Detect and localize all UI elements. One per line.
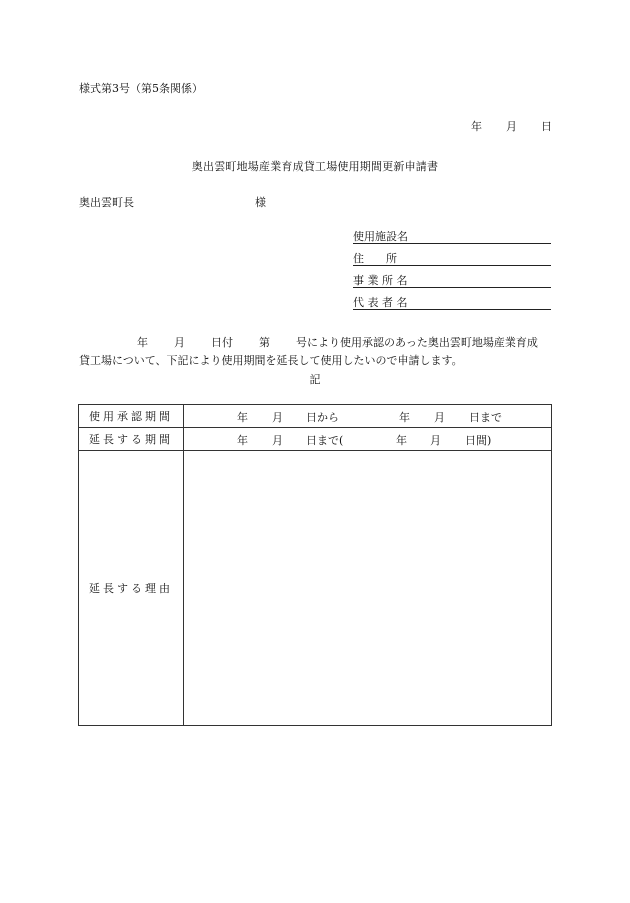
date-day-label: 日: [541, 120, 552, 133]
date-year-label: 年: [471, 120, 482, 133]
date-month-label: 月: [506, 120, 517, 133]
addressee-name: 奥出雲町長: [79, 196, 134, 209]
field-representative[interactable]: [353, 295, 551, 310]
extension-duration-month: 月: [430, 434, 441, 447]
body-dai: 第: [259, 336, 270, 349]
body-year: 年: [137, 336, 148, 349]
approved-period-label: 使用承認期間: [79, 405, 184, 428]
form-number: 様式第3号（第5条関係）: [79, 82, 203, 95]
reason-value[interactable]: [184, 451, 552, 726]
extension-duration-year: 年: [396, 434, 407, 447]
ki-heading: 記: [309, 373, 321, 386]
approved-to-month: 月: [434, 411, 445, 424]
body-line-1: [79, 334, 538, 350]
addressee-honorific: 様: [255, 196, 266, 209]
document-title: 奥出雲町地場産業育成貸工場使用期間更新申請書: [191, 160, 439, 173]
body-month: 月: [174, 336, 185, 349]
extension-until: 日まで(: [306, 434, 344, 447]
field-business-name[interactable]: [353, 273, 551, 288]
body-rest: 号により使用承認のあった奥出雲町地場産業育成: [296, 336, 538, 349]
extension-period-label: 延長する期間: [79, 428, 184, 451]
field-facility-name-label: 使用施設名: [353, 230, 408, 243]
table-row-reason: [79, 451, 552, 726]
field-address-label: 住 所: [353, 252, 397, 265]
approved-from-year: 年: [237, 411, 248, 424]
reason-label: 延長する理由: [79, 451, 184, 726]
body-day-tsuke: 日付: [211, 336, 233, 349]
extension-duration-day: 日間): [465, 434, 492, 447]
approved-period-value[interactable]: [184, 405, 552, 428]
extension-period-value[interactable]: [184, 428, 552, 451]
approved-from-month: 月: [272, 411, 283, 424]
extension-month: 月: [272, 434, 283, 447]
table-row-extension-period: [79, 428, 552, 451]
body-line-2: 貸工場について、下記により使用期間を延長して使用したいので申請します。: [79, 354, 463, 367]
approved-to-year: 年: [399, 411, 410, 424]
approved-from-day: 日から: [306, 411, 339, 424]
approved-to-day: 日まで: [469, 411, 502, 424]
field-representative-label: 代 表 者 名: [353, 296, 408, 309]
extension-year: 年: [237, 434, 248, 447]
field-business-name-label: 事 業 所 名: [353, 274, 408, 287]
application-date: [471, 118, 552, 134]
request-table: [78, 404, 552, 726]
table-row-approved-period: [79, 405, 552, 428]
field-facility-name[interactable]: [353, 229, 551, 244]
field-address[interactable]: [353, 251, 551, 266]
